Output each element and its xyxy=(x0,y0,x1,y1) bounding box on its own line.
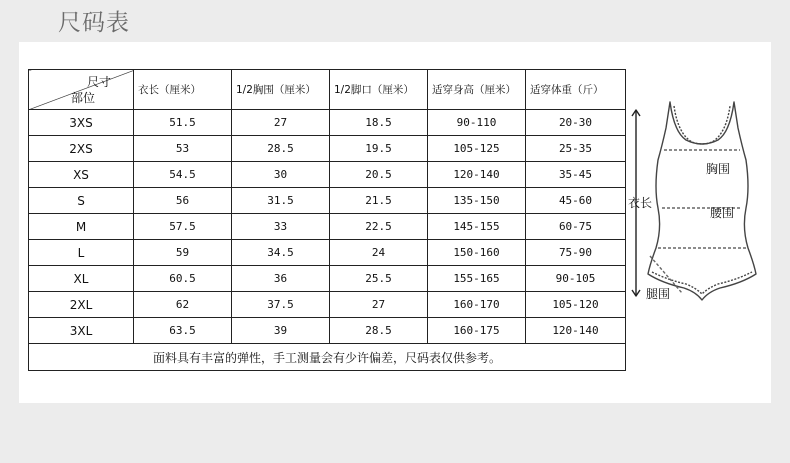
value-cell: 160-170 xyxy=(428,292,526,318)
value-cell: 39 xyxy=(232,318,330,344)
value-cell: 27 xyxy=(232,110,330,136)
value-cell: 160-175 xyxy=(428,318,526,344)
value-cell: 62 xyxy=(134,292,232,318)
table-row xyxy=(29,240,626,266)
value-cell: 90-110 xyxy=(428,110,526,136)
value-cell: 56 xyxy=(134,188,232,214)
value-cell: 105-125 xyxy=(428,136,526,162)
size-cell: XL xyxy=(29,266,134,292)
corner-header xyxy=(29,70,134,110)
leg-label: 腿围 xyxy=(646,287,671,301)
table-header-row xyxy=(29,70,626,110)
waist-label: 腰围 xyxy=(710,206,735,220)
value-cell: 28.5 xyxy=(232,136,330,162)
value-cell: 24 xyxy=(330,240,428,266)
value-cell: 59 xyxy=(134,240,232,266)
value-cell: 57.5 xyxy=(134,214,232,240)
value-cell: 25-35 xyxy=(526,136,626,162)
table-row xyxy=(29,162,626,188)
bodysuit-outline xyxy=(648,102,756,300)
table-row xyxy=(29,318,626,344)
value-cell: 19.5 xyxy=(330,136,428,162)
page-title: 尺码表 xyxy=(58,10,130,36)
value-cell: 20.5 xyxy=(330,162,428,188)
value-cell: 28.5 xyxy=(330,318,428,344)
value-cell: 45-60 xyxy=(526,188,626,214)
value-cell: 36 xyxy=(232,266,330,292)
value-cell: 120-140 xyxy=(428,162,526,188)
header-chest: 1/2胸围（厘米） xyxy=(232,70,330,110)
size-cell: 2XS xyxy=(29,136,134,162)
corner-size-label: 尺寸 xyxy=(86,75,111,89)
corner-part-label: 部位 xyxy=(71,91,96,105)
value-cell: 37.5 xyxy=(232,292,330,318)
size-cell: 2XL xyxy=(29,292,134,318)
value-cell: 27 xyxy=(330,292,428,318)
table-row xyxy=(29,136,626,162)
size-cell: S xyxy=(29,188,134,214)
table-row xyxy=(29,110,626,136)
footnote: 面料具有丰富的弹性，手工测量会有少许偏差，尺码表仅供参考。 xyxy=(29,344,626,371)
table-row xyxy=(29,292,626,318)
value-cell: 33 xyxy=(232,214,330,240)
value-cell: 105-120 xyxy=(526,292,626,318)
value-cell: 20-30 xyxy=(526,110,626,136)
size-cell: XS xyxy=(29,162,134,188)
value-cell: 18.5 xyxy=(330,110,428,136)
value-cell: 145-155 xyxy=(428,214,526,240)
size-cell: 3XS xyxy=(29,110,134,136)
header-hem: 1/2脚口（厘米） xyxy=(330,70,428,110)
header-length: 衣长（厘米） xyxy=(134,70,232,110)
value-cell: 60.5 xyxy=(134,266,232,292)
header-weight: 适穿体重（斤） xyxy=(526,70,626,110)
value-cell: 75-90 xyxy=(526,240,626,266)
value-cell: 34.5 xyxy=(232,240,330,266)
value-cell: 30 xyxy=(232,162,330,188)
chest-label: 胸围 xyxy=(706,162,731,176)
table-row xyxy=(29,214,626,240)
value-cell: 53 xyxy=(134,136,232,162)
value-cell: 135-150 xyxy=(428,188,526,214)
value-cell: 155-165 xyxy=(428,266,526,292)
size-cell: M xyxy=(29,214,134,240)
value-cell: 54.5 xyxy=(134,162,232,188)
value-cell: 150-160 xyxy=(428,240,526,266)
table-row xyxy=(29,188,626,214)
value-cell: 63.5 xyxy=(134,318,232,344)
size-cell: L xyxy=(29,240,134,266)
size-chart-table xyxy=(28,69,626,371)
value-cell: 51.5 xyxy=(134,110,232,136)
length-label: 衣长 xyxy=(628,196,653,210)
value-cell: 22.5 xyxy=(330,214,428,240)
value-cell: 35-45 xyxy=(526,162,626,188)
value-cell: 25.5 xyxy=(330,266,428,292)
table-row xyxy=(29,266,626,292)
value-cell: 120-140 xyxy=(526,318,626,344)
value-cell: 90-105 xyxy=(526,266,626,292)
value-cell: 21.5 xyxy=(330,188,428,214)
footnote-row xyxy=(29,344,626,371)
header-height: 适穿身高（厘米） xyxy=(428,70,526,110)
value-cell: 31.5 xyxy=(232,188,330,214)
size-cell: 3XL xyxy=(29,318,134,344)
value-cell: 60-75 xyxy=(526,214,626,240)
bodysuit-inner-stitch xyxy=(674,106,730,144)
